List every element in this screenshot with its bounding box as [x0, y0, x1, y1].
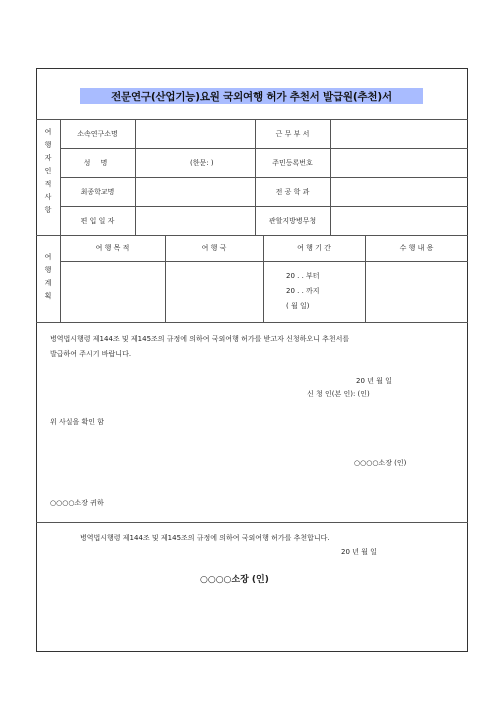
label-resident-number: 주민등록번호	[272, 159, 313, 167]
applicant-signature: 신 청 인(본 인): (인)	[307, 390, 370, 398]
period-to: 20 . . 까지	[286, 287, 320, 295]
label-final-school: 최종학교명	[80, 188, 115, 196]
header-activities: 수 행 내 용	[399, 244, 434, 252]
hanja-name-hint: (한문: )	[190, 159, 214, 167]
label-institute-name: 소속연구소명	[77, 130, 118, 138]
label-military-office: 관할지방병무청	[268, 217, 317, 225]
recommendation-text: 병역법시행령 제144조 및 제145조의 규정에 의하여 국외여행 허가를 추천합니다.	[80, 534, 330, 542]
application-text-1: 병역법시행령 제144조 및 제145조의 규정에 의하여 국외여행 허가를 받고자 신청하오니 추천서를	[50, 335, 350, 343]
application-date: 20 년 월 일	[356, 377, 392, 385]
header-country: 여 행 국	[201, 244, 227, 252]
label-department: 근 무 부 서	[275, 130, 310, 138]
recommendation-signature: ○○○○소장 (인)	[200, 575, 269, 585]
header-purpose: 여 행 목 적	[95, 244, 130, 252]
director-seal: ○○○○소장 (인)	[354, 459, 407, 467]
traveler-section-label: 여행자인적사항	[44, 128, 52, 214]
divider	[135, 119, 136, 235]
divider	[36, 322, 468, 323]
application-form	[36, 68, 468, 652]
label-name: 성 명	[83, 159, 112, 167]
divider	[36, 119, 468, 120]
divider	[60, 261, 468, 262]
label-major: 전 공 학 과	[275, 188, 310, 196]
header-period: 여 행 기 간	[297, 244, 331, 252]
plan-section-label: 여행계획	[44, 253, 52, 300]
recipient: ○○○○소장 귀하	[50, 499, 104, 507]
divider	[60, 206, 468, 207]
recommendation-date: 20 년 월 일	[341, 548, 377, 556]
divider	[330, 119, 331, 235]
period-from: 20 . . 부터	[286, 272, 320, 280]
divider	[60, 177, 468, 178]
application-text-2: 발급하여 주시기 바랍니다.	[50, 350, 132, 358]
form-title: 전문연구(산업기능)요원 국외여행 허가 추천서 발급원(추천)서	[111, 91, 392, 103]
label-enlist-date: 편 입 일 자	[80, 217, 115, 225]
divider	[36, 235, 468, 236]
confirmation-text: 위 사실을 확인 함	[50, 418, 105, 426]
divider	[36, 522, 468, 523]
divider	[60, 148, 468, 149]
period-days: ( 월 일)	[286, 302, 310, 310]
